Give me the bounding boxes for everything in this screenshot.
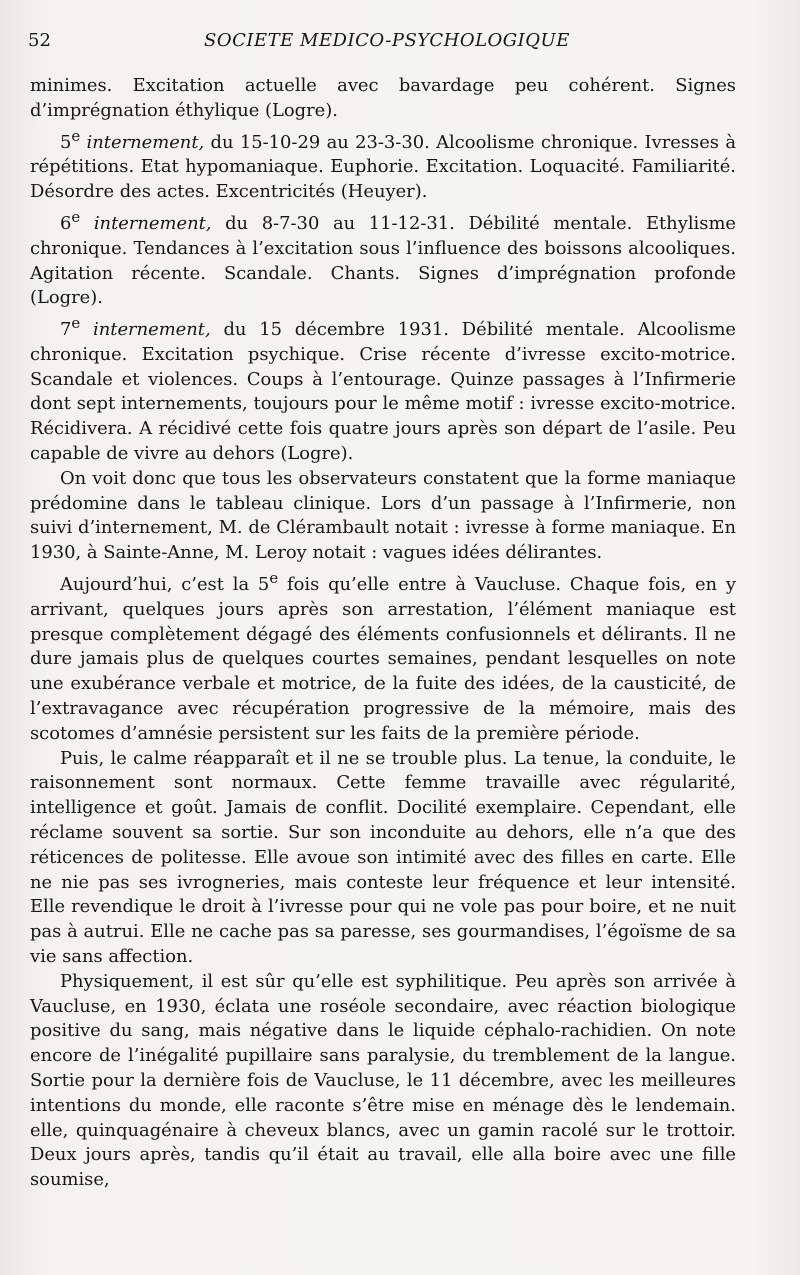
- paragraph-5-text: On voit donc que tous les observateurs constatent que la forme maniaque prédomine dans le tableau clinique. Lors d’un passage à l’Infirmerie, non suivi d’internement, M. de Clérambault notait : ivresse à forme maniaque. En 1930, à Sainte-Anne, M. Leroy notait : vagues idées délirantes.: [30, 467, 736, 564]
- paragraph-3-superscript: e: [71, 207, 81, 226]
- paragraph-3: [30, 205, 736, 311]
- running-title: SOCIETE MEDICO-PSYCHOLOGIQUE: [204, 30, 570, 51]
- paragraph-2-label: internement,: [80, 131, 205, 153]
- paragraph-4-lead: 7: [60, 319, 72, 341]
- page-header: [28, 30, 760, 58]
- paragraph-5: [30, 467, 736, 566]
- paragraph-3-lead: 6: [60, 212, 72, 234]
- paragraph-4-text: du 15 décembre 1931. Débilité mentale. Alcoolisme chronique. Excitation psychique. Crise récente d’ivresse excito-motrice. Scandale et violences. Coups à l’entourage. Quinze passages à l’Infirmerie dont sept internements, toujours pour le même motif : ivresse excito-motrice. Récidivera. A récidivé cette fois quatre jours après son départ de l’asile. Peu capable de vivre au dehors (Logre).: [30, 319, 736, 465]
- paragraph-7: [30, 747, 736, 970]
- paragraph-4-label: internement,: [80, 319, 211, 341]
- paragraph-2-lead: 5: [60, 131, 72, 153]
- paragraph-6-text: fois qu’elle entre à Vaucluse. Chaque fois, en y arrivant, quelques jours après son arrestation, l’élément maniaque est presque complètement dégagé des éléments confusionnels et délirants. Il ne dure jamais plus de quelques courtes semaines, pendant lesquelles on note une exubérance verbale et motrice, de la fuite des idées, de la causticité, de l’extravagance avec récupération progressive de la mémoire, mais des scotomes d’amnésie persistent sur les faits de la première période.: [30, 574, 736, 744]
- paragraph-2-text: du 15-10-29 au 23-3-30. Alcoolisme chronique. Ivresses à répétitions. Etat hypomaniaque. Euphorie. Excitation. Loquacité. Familiarité. Désordre des actes. Excentricités (Heuyer).: [30, 131, 736, 203]
- paragraph-2-superscript: e: [71, 126, 81, 145]
- paragraph-2: [30, 124, 736, 205]
- paragraph-1: [30, 74, 736, 124]
- paragraph-3-text: du 8-7-30 au 11-12-31. Débilité mentale. Ethylisme chronique. Tendances à l’excitation sous l’influence des boissons alcooliques. Agitation récente. Scandale. Chants. Signes d’imprégnation profonde (Logre).: [30, 212, 736, 309]
- paragraph-6: [30, 566, 736, 747]
- paragraph-4-superscript: e: [71, 314, 81, 333]
- paragraph-8: [30, 970, 736, 1193]
- paragraph-4: [30, 311, 736, 467]
- paragraph-7-text: Puis, le calme réapparaît et il ne se trouble plus. La tenue, la conduite, le raisonnement sont normaux. Cette femme travaille avec régularité, intelligence et goût. Jamais de conflit. Docilité exemplaire. Cependant, elle réclame souvent sa sortie. Sur son inconduite au dehors, elle n’a que des réticences de politesse. Elle avoue son intimité avec des filles en carte. Elle ne nie pas ses ivrogneries, mais conteste leur fréquence et leur intensité. Elle revendique le droit à l’ivresse pour qui ne vole pas pour boire, et ne nuit pas à autrui. Elle ne cache pas sa paresse, ses gourmandises, l’égoïsme de sa vie sans affection.: [30, 747, 736, 967]
- paragraph-8-text: Physiquement, il est sûr qu’elle est syphilitique. Peu après son arrivée à Vaucluse, en 1930, éclata une roséole secondaire, avec réaction biologique positive du sang, mais négative dans le liquide céphalo-rachidien. On note encore de l’inégalité pupillaire sans paralysie, du tremblement de la langue. Sortie pour la dernière fois de Vaucluse, le 11 décembre, avec les meilleures intentions du monde, elle raconte s’être mise en ménage dès le lendemain. elle, quinquagénaire à cheveux blancs, avec un gamin racolé sur le trottoir. Deux jours après, tandis qu’il était au travail, elle alla boire avec une fille soumise,: [30, 970, 736, 1191]
- paragraph-6-superscript: e: [269, 569, 279, 588]
- page-number: 52: [28, 30, 51, 51]
- paragraph-1-text: minimes. Excitation actuelle avec bavardage peu cohérent. Signes d’imprégnation éthylique (Logre).: [30, 75, 736, 121]
- paragraph-6-lead: Aujourd’hui, c’est la 5: [60, 574, 270, 596]
- paragraph-3-label: internement,: [80, 212, 212, 234]
- body-text: [30, 74, 736, 1193]
